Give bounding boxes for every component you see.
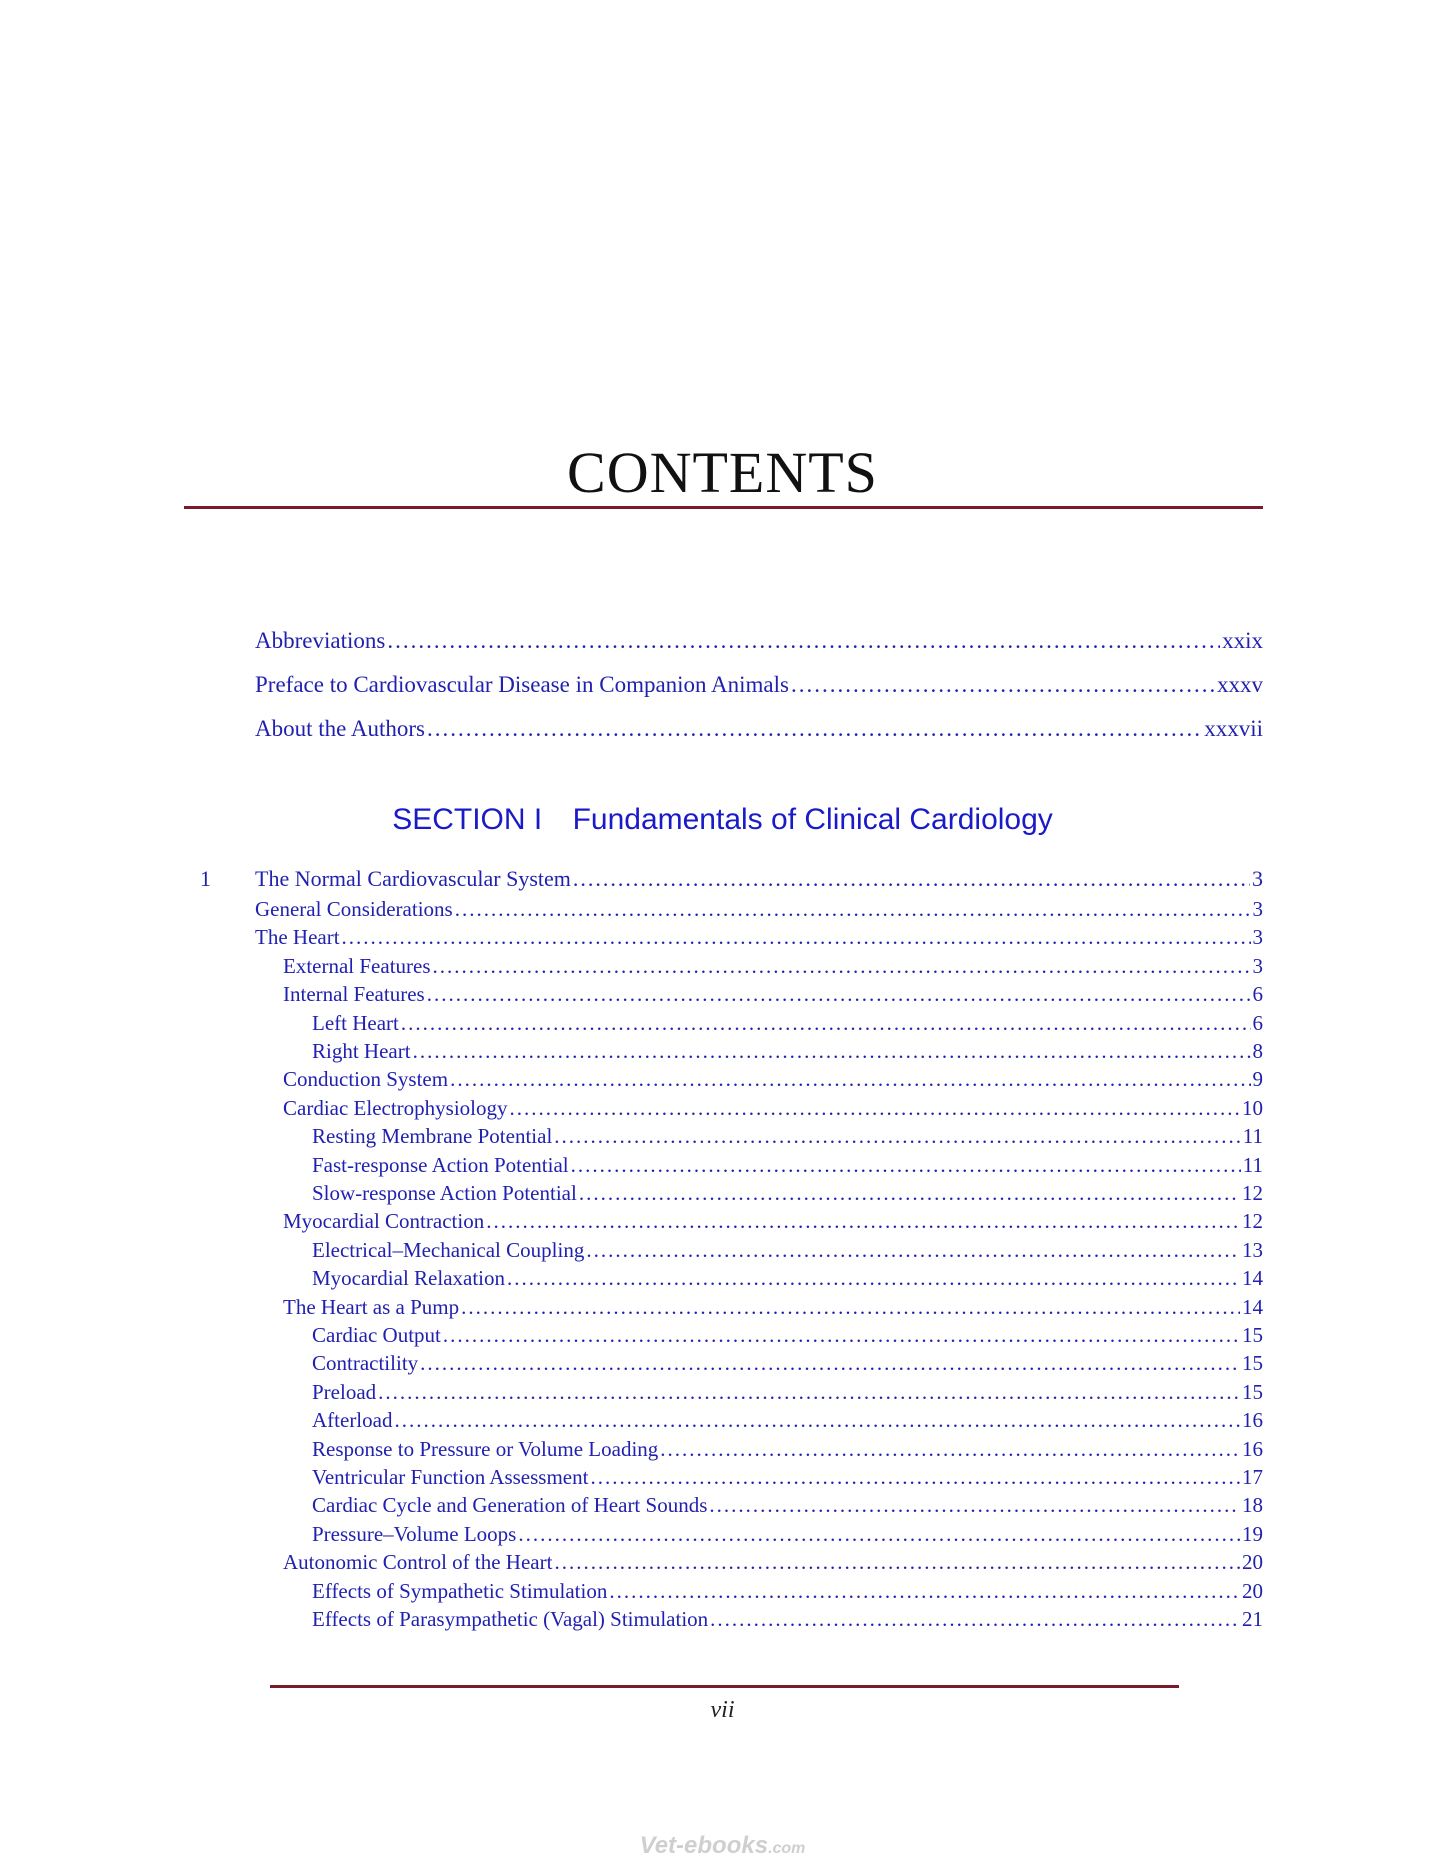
dot-leader: [413, 1039, 1251, 1064]
toc-entry-page: 11: [1242, 1152, 1263, 1177]
toc-entry[interactable]: [312, 1153, 1263, 1178]
toc-entry[interactable]: [283, 1067, 1263, 1092]
toc-entry-page: 14: [1242, 1266, 1263, 1291]
dot-leader: [586, 1238, 1240, 1263]
toc-entry-preface[interactable]: [255, 672, 1263, 698]
toc-entry[interactable]: [283, 1295, 1263, 1320]
dot-leader: [486, 1209, 1240, 1234]
toc-entry-page: xxxvii: [1204, 716, 1263, 741]
toc-entry[interactable]: [312, 1039, 1263, 1064]
toc-entry[interactable]: [312, 1238, 1263, 1263]
toc-entry[interactable]: [312, 1437, 1263, 1462]
toc-entry-label: Effects of Parasympathetic (Vagal) Stimulation: [312, 1607, 709, 1631]
toc-entry-label: Preface to Cardiovascular Disease in Companion Animals: [255, 672, 789, 697]
toc-entry-label: About the Authors: [255, 716, 425, 741]
toc-entry-page: 17: [1242, 1465, 1263, 1489]
toc-entry-label: Fast-response Action Potential: [312, 1152, 569, 1177]
dot-leader: [554, 1124, 1240, 1149]
toc-entry[interactable]: [255, 925, 1263, 950]
toc-entry-label: Cardiac Cycle and Generation of Heart Sounds: [312, 1493, 708, 1518]
dot-leader: [579, 1181, 1240, 1206]
toc-entry-page: 12: [1242, 1209, 1263, 1234]
toc-entry-page: 16: [1242, 1408, 1263, 1433]
dot-leader: [394, 1408, 1240, 1433]
toc-entry-page: 12: [1242, 1181, 1263, 1205]
dot-leader: [609, 1579, 1240, 1604]
toc-entry-page: 8: [1252, 1039, 1263, 1063]
section-heading[interactable]: [0, 800, 1445, 840]
toc-entry-label: Myocardial Relaxation: [312, 1266, 506, 1291]
toc-entry-label: Pressure–Volume Loops: [312, 1521, 517, 1546]
toc-entry[interactable]: [312, 1266, 1263, 1291]
toc-entry[interactable]: [312, 1351, 1263, 1376]
toc-entry-label: Myocardial Contraction: [283, 1209, 485, 1234]
dot-leader: [420, 1351, 1240, 1376]
toc-entry-label: The Heart: [255, 925, 340, 950]
toc-entry-page: 3: [1252, 897, 1263, 921]
page-number: vii: [710, 1697, 735, 1723]
toc-entry-label: Cardiac Electrophysiology: [283, 1095, 508, 1120]
toc-entry-page: xxxv: [1217, 672, 1263, 697]
dot-leader: [387, 628, 1220, 654]
toc-entry[interactable]: [312, 1181, 1263, 1206]
footer-rule: [270, 1685, 1179, 1688]
toc-entry-label: Resting Membrane Potential: [312, 1124, 553, 1149]
toc-entry-label: Afterload: [312, 1408, 393, 1433]
section-title: Fundamentals of Clinical Cardiology: [572, 803, 1053, 836]
toc-entry-abbreviations[interactable]: [255, 628, 1263, 654]
dot-leader: [443, 1323, 1240, 1348]
dot-leader: [378, 1380, 1240, 1405]
toc-entry-label: Effects of Sympathetic Stimulation: [312, 1578, 608, 1603]
toc-entry[interactable]: [312, 1579, 1263, 1604]
toc-entry-label: Conduction System: [283, 1067, 449, 1092]
toc-entry-page: 16: [1242, 1436, 1263, 1461]
page-title: CONTENTS: [567, 440, 878, 505]
dot-leader: [461, 1295, 1240, 1320]
toc-entry-about-authors[interactable]: [255, 716, 1263, 742]
dot-leader: [507, 1266, 1240, 1291]
toc-entry-page: 3: [1252, 953, 1263, 978]
toc-entry-page: 14: [1242, 1294, 1263, 1319]
toc-entry-label: General Considerations: [255, 897, 453, 921]
dot-leader: [660, 1437, 1240, 1462]
dot-leader: [709, 1493, 1240, 1518]
toc-entry[interactable]: [283, 1209, 1263, 1234]
toc-entry-page: 11: [1242, 1124, 1263, 1149]
toc-entry-label: The Heart as a Pump: [283, 1294, 460, 1319]
toc-entry-page: 21: [1242, 1607, 1263, 1631]
toc-entry-label: Slow-response Action Potential: [312, 1181, 577, 1205]
toc-entry-label: Left Heart: [312, 1010, 399, 1035]
watermark-name: Vet-ebooks: [639, 1832, 769, 1859]
toc-entry-label: Electrical–Mechanical Coupling: [312, 1237, 585, 1262]
toc-entry-label: The Normal Cardiovascular System: [255, 866, 571, 891]
toc-entry-label: Cardiac Output: [312, 1323, 441, 1347]
toc-entry[interactable]: [312, 1124, 1263, 1149]
toc-entry[interactable]: [312, 1607, 1263, 1632]
toc-entry-label: Internal Features: [283, 982, 425, 1007]
toc-chapter-1[interactable]: [255, 866, 1263, 892]
watermark-tld: .com: [768, 1840, 806, 1857]
toc-entry[interactable]: [283, 954, 1263, 979]
watermark: [0, 1832, 1445, 1860]
toc-entry[interactable]: [283, 982, 1263, 1007]
toc-entry[interactable]: [312, 1323, 1263, 1348]
dot-leader: [427, 716, 1202, 742]
dot-leader: [518, 1522, 1240, 1547]
dot-leader: [710, 1607, 1240, 1632]
title-rule: [184, 506, 1263, 509]
toc-entry-page: xxix: [1222, 628, 1263, 653]
toc-entry-label: Autonomic Control of the Heart: [283, 1550, 553, 1575]
toc-entry-page: 13: [1242, 1237, 1263, 1262]
toc-entry-page: 6: [1252, 982, 1263, 1007]
toc-entry-label: Contractility: [312, 1351, 419, 1376]
dot-leader: [401, 1011, 1251, 1036]
toc-entry-page: 9: [1252, 1067, 1263, 1092]
toc-entry-page: 18: [1242, 1493, 1263, 1518]
dot-leader: [571, 1153, 1241, 1178]
toc-entry[interactable]: [283, 1550, 1263, 1575]
toc-entry-page: 3: [1252, 925, 1263, 950]
toc-entry-page: 6: [1252, 1010, 1263, 1035]
dot-leader: [573, 866, 1250, 892]
toc-entry[interactable]: [312, 1011, 1263, 1036]
dot-leader: [455, 897, 1251, 922]
toc-entry-page: 3: [1252, 866, 1263, 891]
toc-entry-page: 15: [1242, 1323, 1263, 1347]
toc-entry-label: Preload: [312, 1379, 377, 1404]
toc-entry-label: Ventricular Function Assessment: [312, 1465, 589, 1489]
toc-entry-label: Response to Pressure or Volume Loading: [312, 1436, 659, 1461]
dot-leader: [450, 1067, 1250, 1092]
dot-leader: [433, 954, 1251, 979]
toc-entry-page: 19: [1242, 1521, 1263, 1546]
toc-entry-page: 10: [1242, 1095, 1263, 1120]
toc-entry[interactable]: [255, 897, 1263, 922]
toc-entry[interactable]: [312, 1465, 1263, 1490]
dot-leader: [791, 672, 1215, 698]
chapter-number: 1: [200, 866, 211, 891]
toc-entry-page: 20: [1242, 1550, 1263, 1575]
section-number: SECTION I: [392, 803, 543, 836]
toc-entry[interactable]: [312, 1493, 1263, 1518]
dot-leader: [427, 982, 1251, 1007]
toc-entry-label: External Features: [283, 953, 431, 978]
toc-entry-page: 15: [1242, 1351, 1263, 1376]
dot-leader: [342, 925, 1251, 950]
toc-entry-label: Abbreviations: [255, 628, 386, 653]
dot-leader: [510, 1096, 1240, 1121]
toc-entry[interactable]: [312, 1522, 1263, 1547]
toc-entry-label: Right Heart: [312, 1039, 411, 1063]
toc-entry-page: 15: [1242, 1379, 1263, 1404]
dot-leader: [554, 1550, 1240, 1575]
toc-entry[interactable]: [312, 1380, 1263, 1405]
toc-entry[interactable]: [283, 1096, 1263, 1121]
toc-entry-page: 20: [1242, 1578, 1263, 1603]
dot-leader: [590, 1465, 1240, 1490]
toc-entry[interactable]: [312, 1408, 1263, 1433]
